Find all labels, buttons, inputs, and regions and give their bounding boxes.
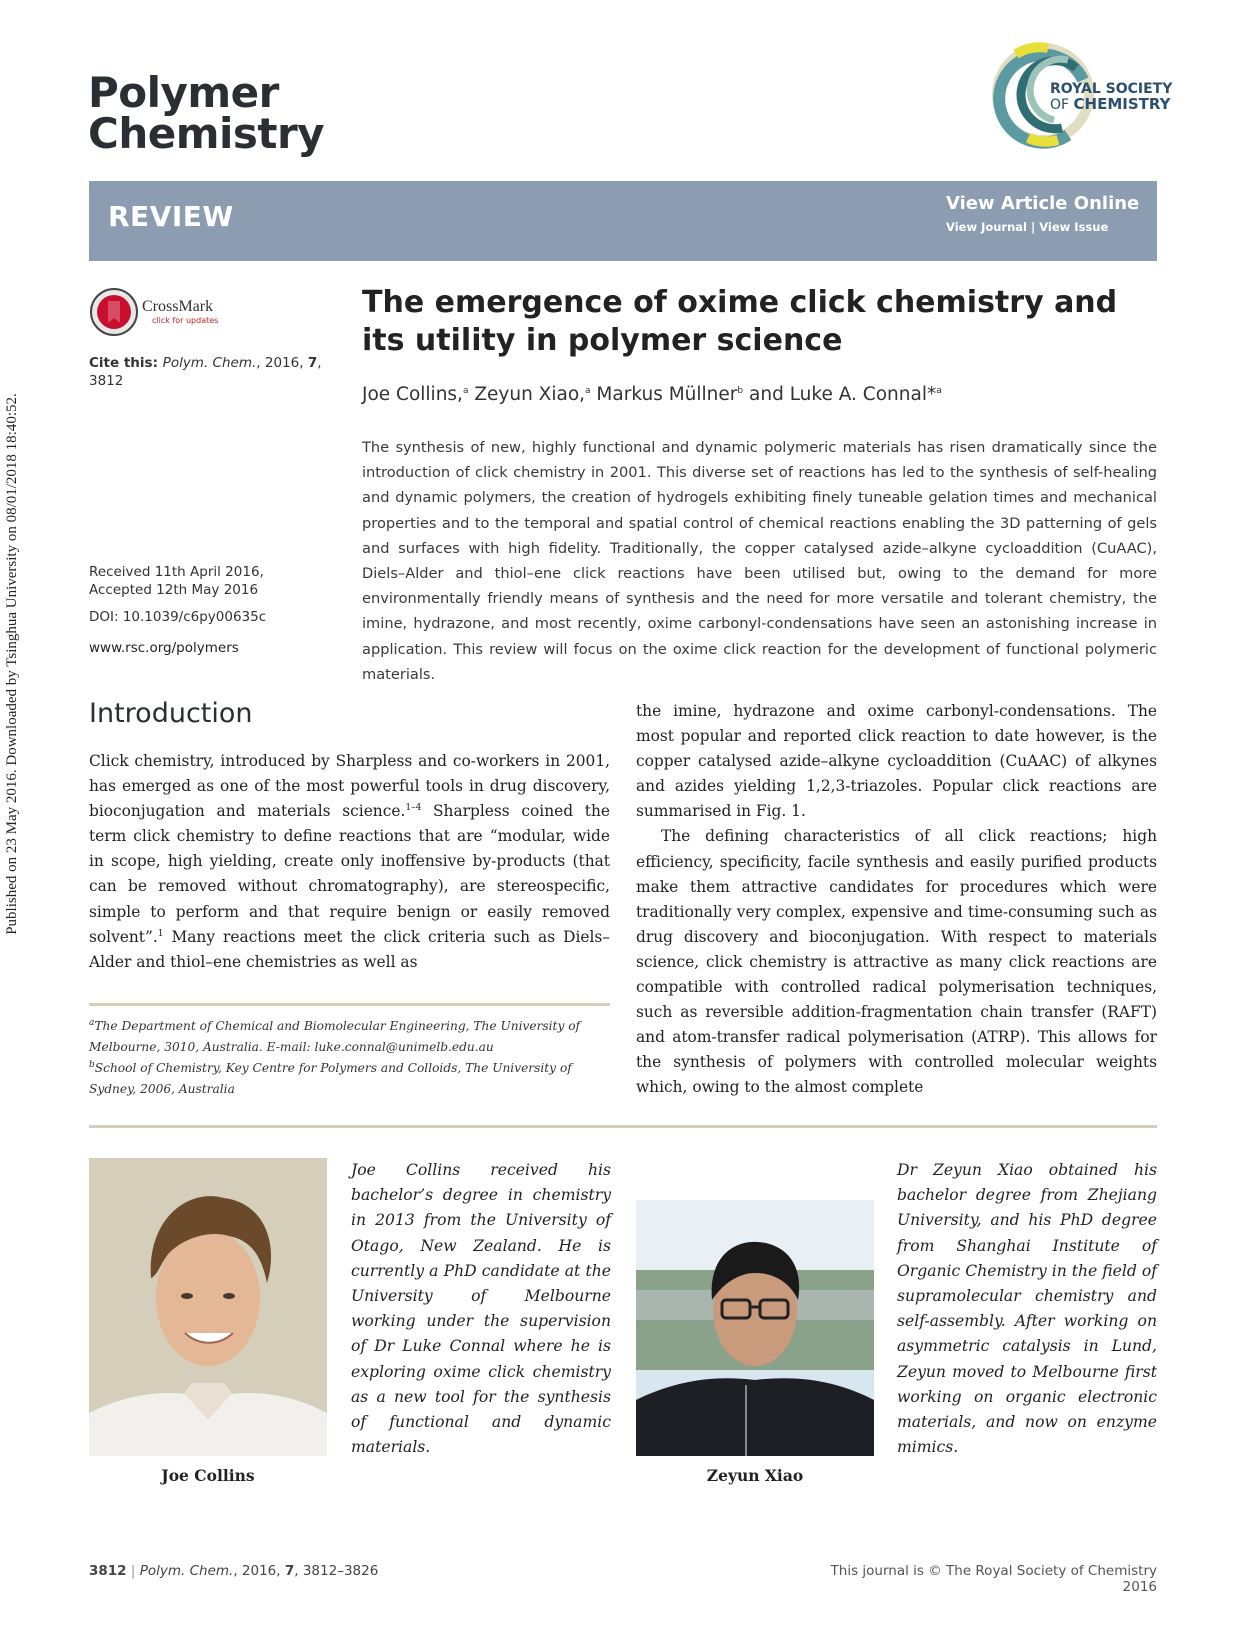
footer-pages: , 3812–3826 [294,1563,379,1579]
rsc-logo-text [1050,82,1172,113]
affiliation-marker: a [89,1017,95,1028]
view-issue-link[interactable]: View Issue [1039,220,1109,234]
journal-url[interactable]: www.rsc.org/polymers [89,640,239,656]
section-heading: Introduction [89,698,253,729]
affiliation-b [89,1058,610,1100]
journal-title [88,68,325,158]
view-links [946,220,1108,234]
doi[interactable]: DOI: 10.1039/c6py00635c [89,609,267,625]
body-column-right [636,699,1157,1101]
bio-divider [89,1125,1157,1128]
cite-journal: Polym. Chem. [162,355,257,371]
author-affiliation: b [737,385,744,396]
footer-year: , 2016, [233,1563,285,1579]
author-affiliation: a [585,385,591,396]
footer-volume: 7 [284,1563,295,1579]
author-name: and Luke A. Connal* [743,384,937,405]
crossmark-sub-label[interactable]: click for updates [152,316,219,325]
reference-marker[interactable]: 1 [157,928,164,939]
rsc-logo-line2 [1050,97,1172,113]
article-title: The emergence of oxime click chemistry and its utility in polymer science [362,285,1118,358]
view-links-separator: | [1027,220,1040,234]
author-photo-zeyun-xiao [636,1200,874,1456]
author-affiliation: a [462,385,469,396]
author-name: Markus Müllner [590,384,738,405]
cite-year: , 2016, [256,355,308,371]
photo-caption: Joe Collins [161,1466,255,1485]
cite-volume: 7 [307,355,318,371]
body-column-left [89,749,610,975]
download-stamp: Published on 23 May 2016. Downloaded by Tsinghua University on 08/01/2018 18:40:52. [4,393,20,935]
body-text: Sharpless coined the term click chemistry to define reactions that are “modular, wide in scope, high yielding, create only inoffensive by-products (that can be removed without chromatography), are stereospecific, simple to perform and that require benign or easily removed solvent”. [89,802,610,946]
author-affiliation: a [936,385,942,396]
footnote-divider [89,1003,610,1006]
affiliations [89,1016,610,1100]
affiliation-text: School of Chemistry, Key Centre for Polymers and Colloids, The University of Sydney, 2006, Australia [89,1061,572,1096]
citation-info [89,354,329,390]
view-article-online-link[interactable]: View Article Online [946,193,1140,214]
paragraph: the imine, hydrazone and oxime carbonyl-condensations. The most popular and reported click reaction to date however, is the copper catalysed azide–alkyne cycloaddition (CuAAC) of alkynes and azides yielding 1,2,3-triazoles. Popular click reactions are summarised in Fig. 1. [636,702,1157,821]
cite-comma: , [317,355,322,371]
footer-citation [89,1563,378,1579]
photo-caption: Zeyun Xiao [706,1466,804,1485]
footer-page-number: 3812 [89,1563,127,1579]
view-journal-link[interactable]: View Journal [946,220,1027,234]
author-name: Zeyun Xiao, [468,384,586,405]
crossmark-label[interactable]: CrossMark [142,298,214,315]
rsc-logo-line1: ROYAL SOCIETY [1050,81,1173,97]
reference-marker[interactable]: 1–4 [405,803,422,814]
footer-journal: Polym. Chem. [139,1563,234,1579]
author-bio-zeyun-xiao: Dr Zeyun Xiao obtained his bachelor degree from Zhejiang University, and his PhD degree from Shanghai Institute of Organic Chemistry in the field of supramolecular chemistry and self-assembly. After working on asymmetric catalysis in Lund, Zeyun moved to Melbourne first working on organic electronic materials, and now on enzyme mimics. [897,1161,1157,1457]
author-bio-joe-collins: Joe Collins received his bachelor’s degree in chemistry in 2013 from the University of Otago, New Zealand. He is currently a PhD candidate at the University of Melbourne working under the supervision of Dr Luke Connal where he is exploring oxime click chemistry as a new tool for the synthesis of functional and dynamic materials. [351,1161,611,1457]
affiliation-text: The Department of Chemical and Biomolecular Engineering, The University of Melbourne, 3010, Australia. E-mail: luke.connal@unimelb.edu.au [89,1019,581,1054]
paragraph: The defining characteristics of all click reactions; high efficiency, specificity, facile synthesis and easily purified products make them attractive candidates for procedures which were traditionally very complex, expensive and time-consuming such as drug discovery and bioconjugation. With respect to materials science, click chemistry is attractive as many click reactions are compatible with controlled radical polymerisation techniques, such as reversible addition-fragmentation chain transfer (RAFT) and atom-transfer radical polymerisation (ATRP). This allows for the synthesis of polymers with controlled molecular weights which, owing to the almost complete [636,827,1157,1097]
article-type-label: REVIEW [108,200,234,233]
article-dates [89,563,329,599]
footer-copyright: This journal is © The Royal Society of Chemistry 2016 [830,1563,1157,1595]
rsc-logo-chemistry: CHEMISTRY [1073,95,1171,113]
journal-title-line1: Polymer [88,68,279,117]
cite-prefix: Cite this: [89,355,163,371]
affiliation-a [89,1016,610,1058]
abstract: The synthesis of new, highly functional and dynamic polymeric materials has risen dramatically since the introduction of click chemistry in 2001. This diverse set of reactions has led to the synthesis of self-healing and dynamic polymers, the creation of hydrogels exhibiting finely tuneable gelation times and mechanical properties and to the temporal and spatial control of chemical reactions enabling the 3D patterning of gels and surfaces with high fidelity. Traditionally, the copper catalysed azide–alkyne cycloaddition (CuAAC), Diels–Alder and thiol–ene click reactions have been utilised but, owing to the demand for more environmentally friendly means of synthesis and the need for more versatile and tolerant chemistry, the imine, hydrazone, and most recently, oxime carbonyl-condensations have seen an astonishing increase in application. This review will focus on the oxime click reaction for the development of functional polymeric materials. [362,439,1157,683]
affiliation-marker: b [89,1059,95,1070]
rsc-logo-of: OF [1050,97,1074,113]
received-date: Received 11th April 2016, [89,564,264,580]
accepted-date: Accepted 12th May 2016 [89,582,259,598]
body-text: Many reactions meet the click criteria such as Diels–Alder and thiol–ene chemistries as well as [89,927,610,971]
cite-page: 3812 [89,373,124,389]
journal-title-line2: Chemistry [88,109,325,158]
author-name: Joe Collins, [362,384,463,405]
footer-separator: | [126,1563,140,1579]
author-photo-joe-collins [89,1158,327,1456]
author-list [362,384,942,405]
body-text: Click chemistry, introduced by Sharpless and co-workers in 2001, has emerged as one of the most powerful tools in drug discovery, bioconjugation and materials science. [89,752,610,821]
